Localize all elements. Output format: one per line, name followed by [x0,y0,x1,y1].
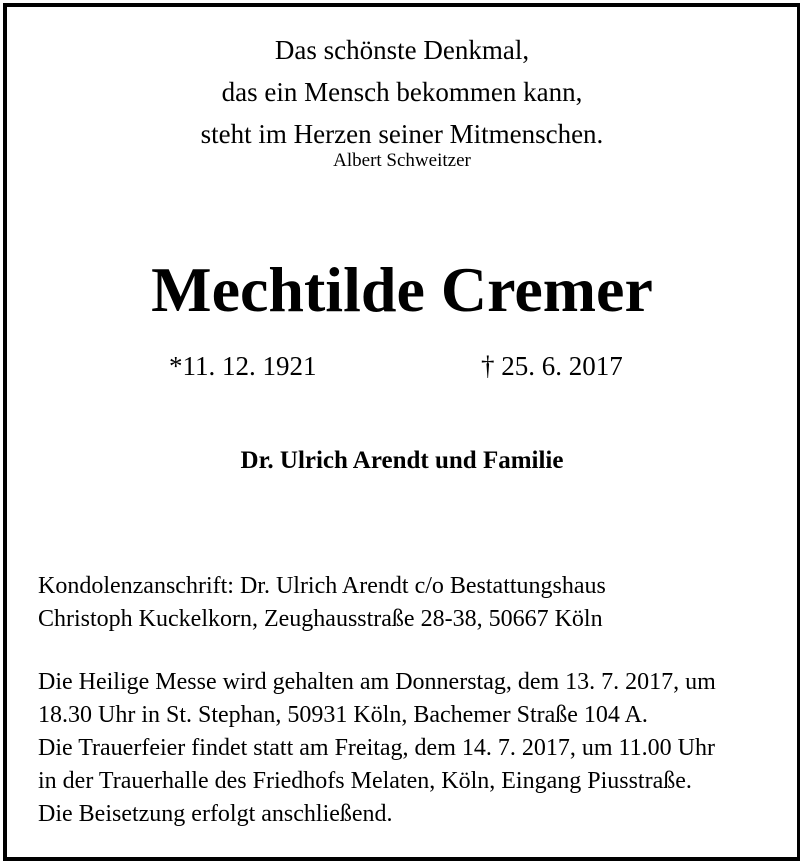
service-line: in der Trauerhalle des Friedhofs Melaten, Köln, Eingang Piusstraße. [38,768,692,794]
quote [7,29,797,155]
condolence-line: Christoph Kuckelkorn, Zeughausstraße 28-38, 50667 Köln [38,606,603,632]
birth-date: *11. 12. 1921 [169,351,317,381]
quote-line: Das schönste Denkmal, [274,35,530,65]
condolence-line: Kondolenzanschrift: Dr. Ulrich Arendt c/o Bestattungshaus [38,573,606,599]
service-line: Die Trauerfeier findet statt am Freitag, dem 14. 7. 2017, um 11.00 Uhr [38,735,715,761]
service-details [38,666,716,831]
death-date: † 25. 6. 2017 [481,351,623,381]
mourners: Dr. Ulrich Arendt und Familie [240,447,564,474]
condolence-address [38,570,606,636]
service-line: Die Beisetzung erfolgt anschließend. [38,801,393,827]
deceased-name: Mechtilde Cremer [151,254,653,325]
obituary-notice [3,3,800,861]
service-line: 18.30 Uhr in St. Stephan, 50931 Köln, Bachemer Straße 104 A. [38,702,648,728]
quote-author: Albert Schweitzer [333,150,471,171]
quote-line: das ein Mensch bekommen kann, [221,77,583,107]
service-line: Die Heilige Messe wird gehalten am Donnerstag, dem 13. 7. 2017, um [38,669,716,695]
quote-line: steht im Herzen seiner Mitmenschen. [200,119,604,149]
